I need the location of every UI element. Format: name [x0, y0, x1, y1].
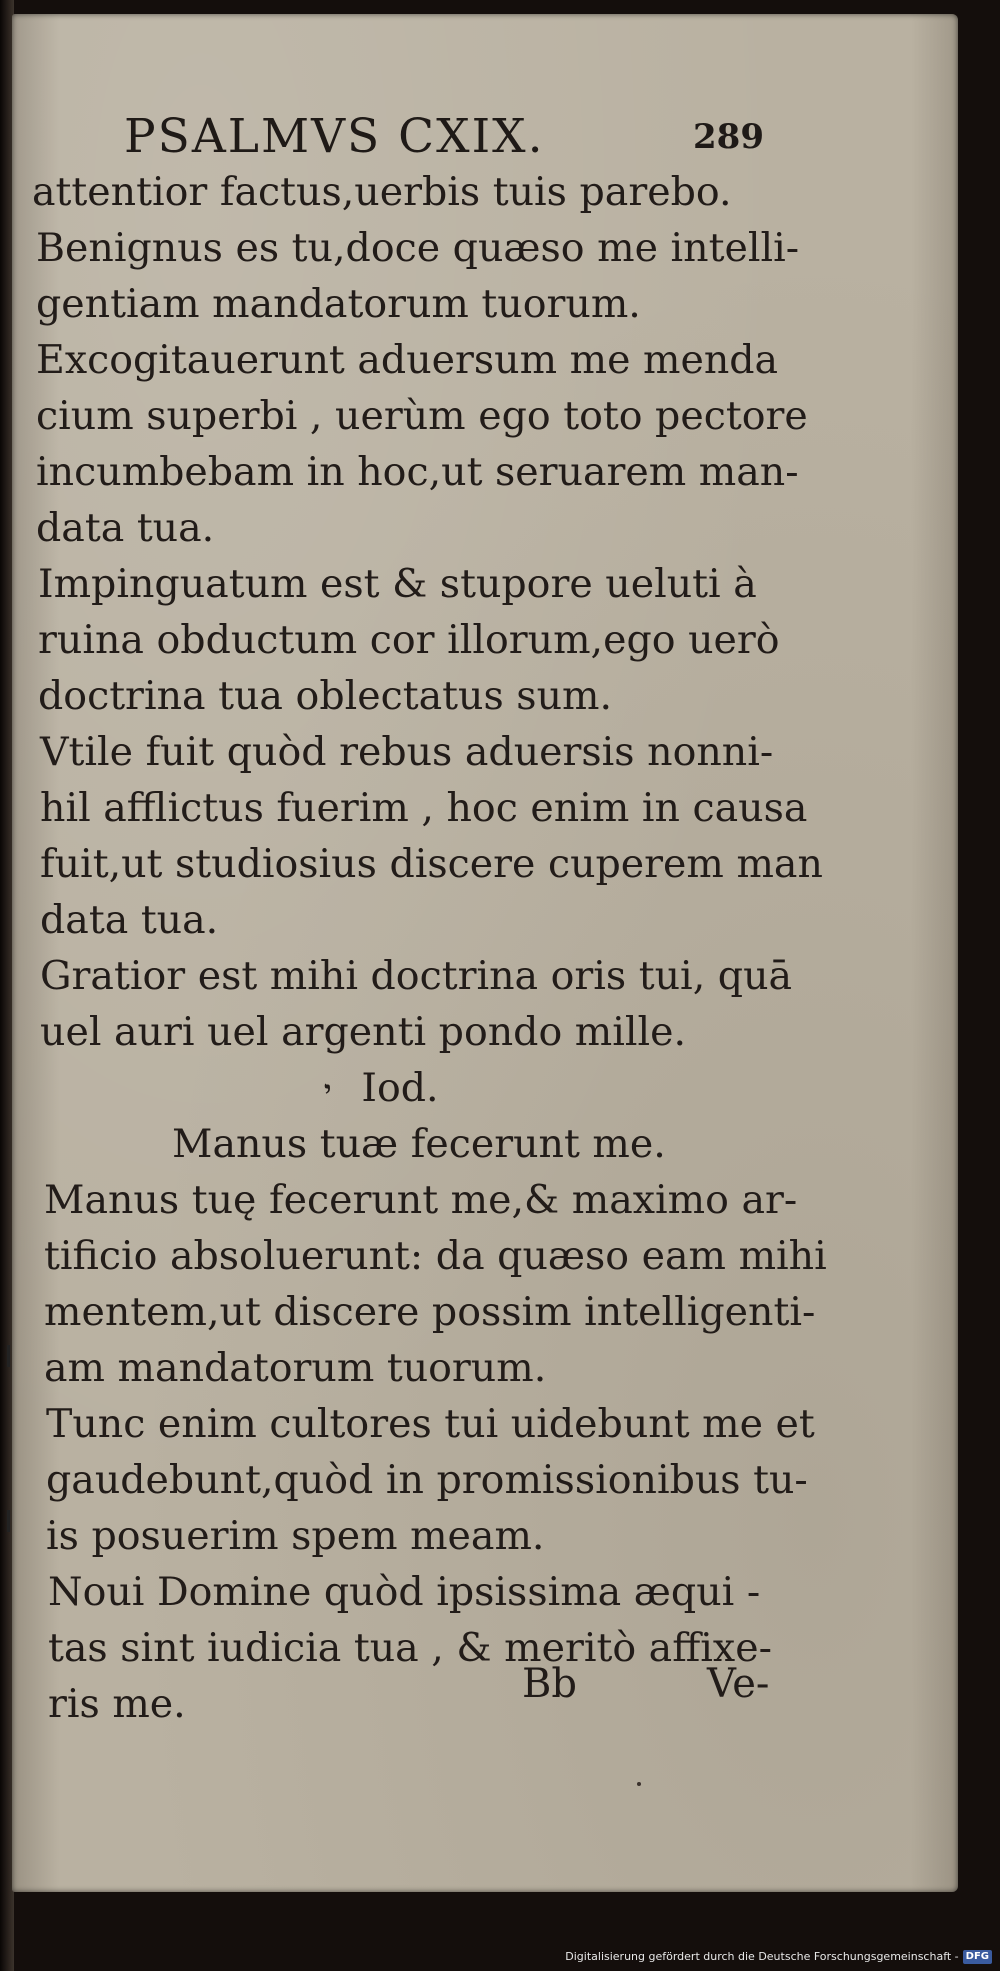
margin-mark	[7, 1345, 10, 1367]
credit-text: Digitalisierung gefördert durch die Deutsche Forschungsgemeinschaft -	[565, 1950, 959, 1963]
text-line: ris me.	[48, 1681, 186, 1727]
text-line: uel auri uel argenti pondo mille.	[40, 1009, 687, 1055]
text-line: Vtile fuit quòd rebus aduersis nonni-	[40, 729, 774, 775]
digitization-credit	[565, 1948, 992, 1966]
letter-name: Iod.	[361, 1065, 439, 1111]
hebrew-letter: י	[324, 1074, 332, 1107]
text-line: hil afflictus fuerim , hoc enim in causa	[40, 785, 808, 831]
text-line: cium superbi , uerùm ego toto pectore	[36, 393, 808, 439]
verse-heading: Manus tuæ fecerunt me.	[172, 1121, 666, 1167]
text-line: mentem,ut discere possim intelligenti-	[44, 1289, 816, 1335]
text-line: Noui Domine quòd ipsissima æqui -	[48, 1569, 761, 1615]
dfg-logo: DFG	[963, 1950, 992, 1964]
text-line: is posuerim spem meam.	[46, 1513, 545, 1559]
text-line: data tua.	[40, 897, 219, 943]
text-line: gentiam mandatorum tuorum.	[36, 281, 641, 327]
running-title: PSALMVS CXIX.	[124, 109, 545, 164]
text-line: doctrina tua oblectatus sum.	[38, 673, 613, 719]
text-line: incumbebam in hoc,ut seruarem man-	[36, 449, 799, 495]
text-line: Gratior est mihi doctrina oris tui, quā	[40, 953, 793, 999]
text-line: fuit,ut studiosius discere cuperem man	[40, 841, 823, 887]
book-page	[12, 14, 958, 1892]
page-header	[124, 107, 764, 167]
text-line: attentior factus,uerbis tuis parebo.	[32, 169, 732, 215]
paper-speck	[637, 1782, 641, 1786]
signature-mark: Bb	[522, 1661, 577, 1707]
text-line: data tua.	[36, 505, 215, 551]
catchword: Ve-	[707, 1661, 770, 1707]
text-line: Excogitauerunt aduersum me menda	[36, 337, 779, 383]
text-line: am mandatorum tuorum.	[44, 1345, 547, 1391]
text-line: gaudebunt,quòd in promissionibus tu-	[46, 1457, 808, 1503]
text-line: Manus tuę fecerunt me,& maximo ar-	[44, 1177, 798, 1223]
margin-mark	[7, 1510, 10, 1532]
text-line: Benignus es tu,doce quæso me intelli-	[36, 225, 800, 271]
hebrew-letter-heading	[324, 1060, 439, 1116]
text-line: tas sint iudicia tua , & meritò affixe-	[48, 1625, 772, 1671]
text-line: ruina obductum cor illorum,ego uerò	[38, 617, 780, 663]
text-line: Impinguatum est & stupore ueluti à	[38, 561, 757, 607]
text-line: Tunc enim cultores tui uidebunt me et	[46, 1401, 815, 1447]
text-line: tificio absoluerunt: da quæso eam mihi	[44, 1233, 827, 1279]
page-number: 289	[693, 117, 764, 157]
